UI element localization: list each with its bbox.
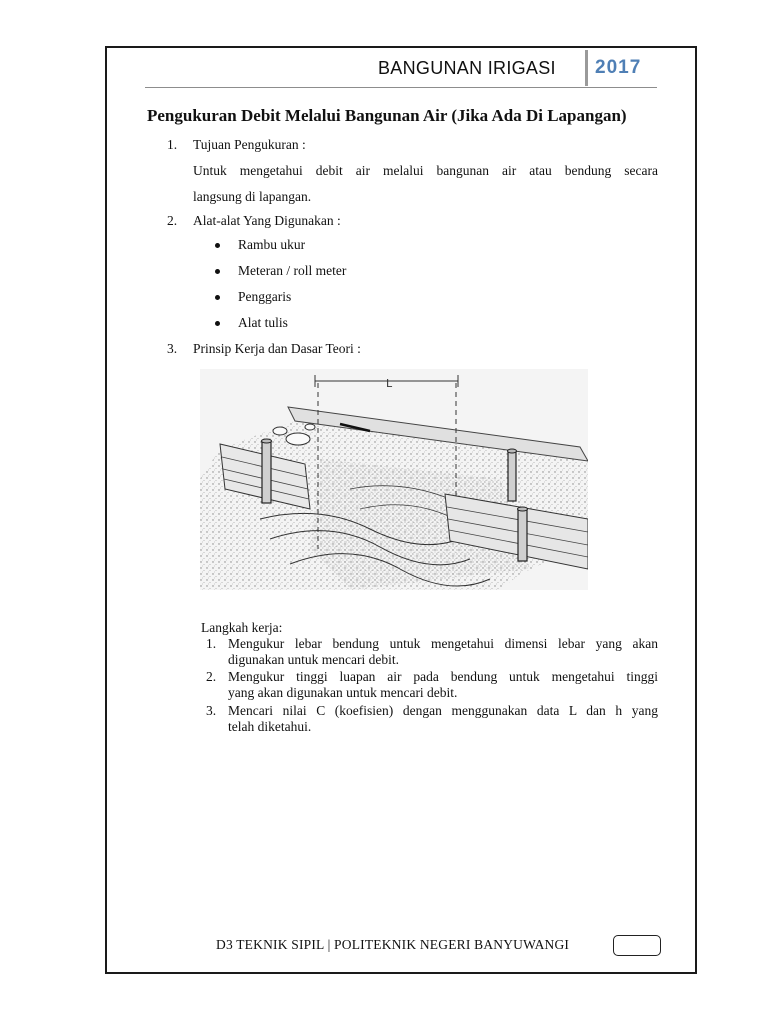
header-rule — [145, 87, 657, 88]
item3-heading: Prinsip Kerja dan Dasar Teori : — [193, 341, 361, 356]
langkah-heading: Langkah kerja: — [201, 620, 283, 635]
step-line2: yang akan digunakan untuk mencari debit. — [228, 685, 458, 700]
tool-item: Meteran / roll meter — [238, 263, 347, 278]
header-year: 2017 — [595, 57, 642, 78]
step-number: 3. — [206, 703, 217, 718]
bullet-dot — [215, 243, 220, 248]
step-line2: telah diketahui. — [228, 719, 312, 734]
bullet-dot — [215, 295, 220, 300]
item1-heading: Tujuan Pengukuran : — [193, 137, 306, 152]
dimension-label-l: L — [386, 377, 393, 390]
header-divider — [585, 50, 588, 86]
header-title: BANGUNAN IRIGASI — [378, 58, 556, 78]
item1-text-line1: Untuk mengetahui debit air melalui bangunan air atau bendung secara — [193, 163, 658, 178]
item1-text-line2: langsung di lapangan. — [193, 189, 312, 204]
step-line2: digunakan untuk mencari debit. — [228, 652, 399, 667]
step-number: 2. — [206, 669, 217, 684]
tool-item: Rambu ukur — [238, 237, 306, 252]
weir-illustration — [200, 369, 588, 590]
item2-heading: Alat-alat Yang Digunakan : — [193, 213, 341, 228]
bullet-dot — [215, 269, 220, 274]
step-line1: Mengukur tinggi luapan air pada bendung untuk mengetahui tinggi — [228, 669, 658, 684]
item1-number: 1. — [167, 137, 178, 152]
item2-number: 2. — [167, 213, 178, 228]
tool-item: Penggaris — [238, 289, 292, 304]
bullet-dot — [215, 321, 220, 326]
footer-text: D3 TEKNIK SIPIL | POLITEKNIK NEGERI BANYUWANGI — [216, 937, 570, 952]
step-line1: Mencari nilai C (koefisien) dengan menggunakan data L dan h yang — [228, 703, 658, 718]
page-number-box — [613, 935, 661, 956]
item3-number: 3. — [167, 341, 178, 356]
step-number: 1. — [206, 636, 217, 651]
step-line1: Mengukur lebar bendung untuk mengetahui dimensi lebar yang akan — [228, 636, 658, 651]
tool-item: Alat tulis — [238, 315, 288, 330]
section-title: Pengukuran Debit Melalui Bangunan Air (Jika Ada Di Lapangan) — [147, 106, 627, 125]
